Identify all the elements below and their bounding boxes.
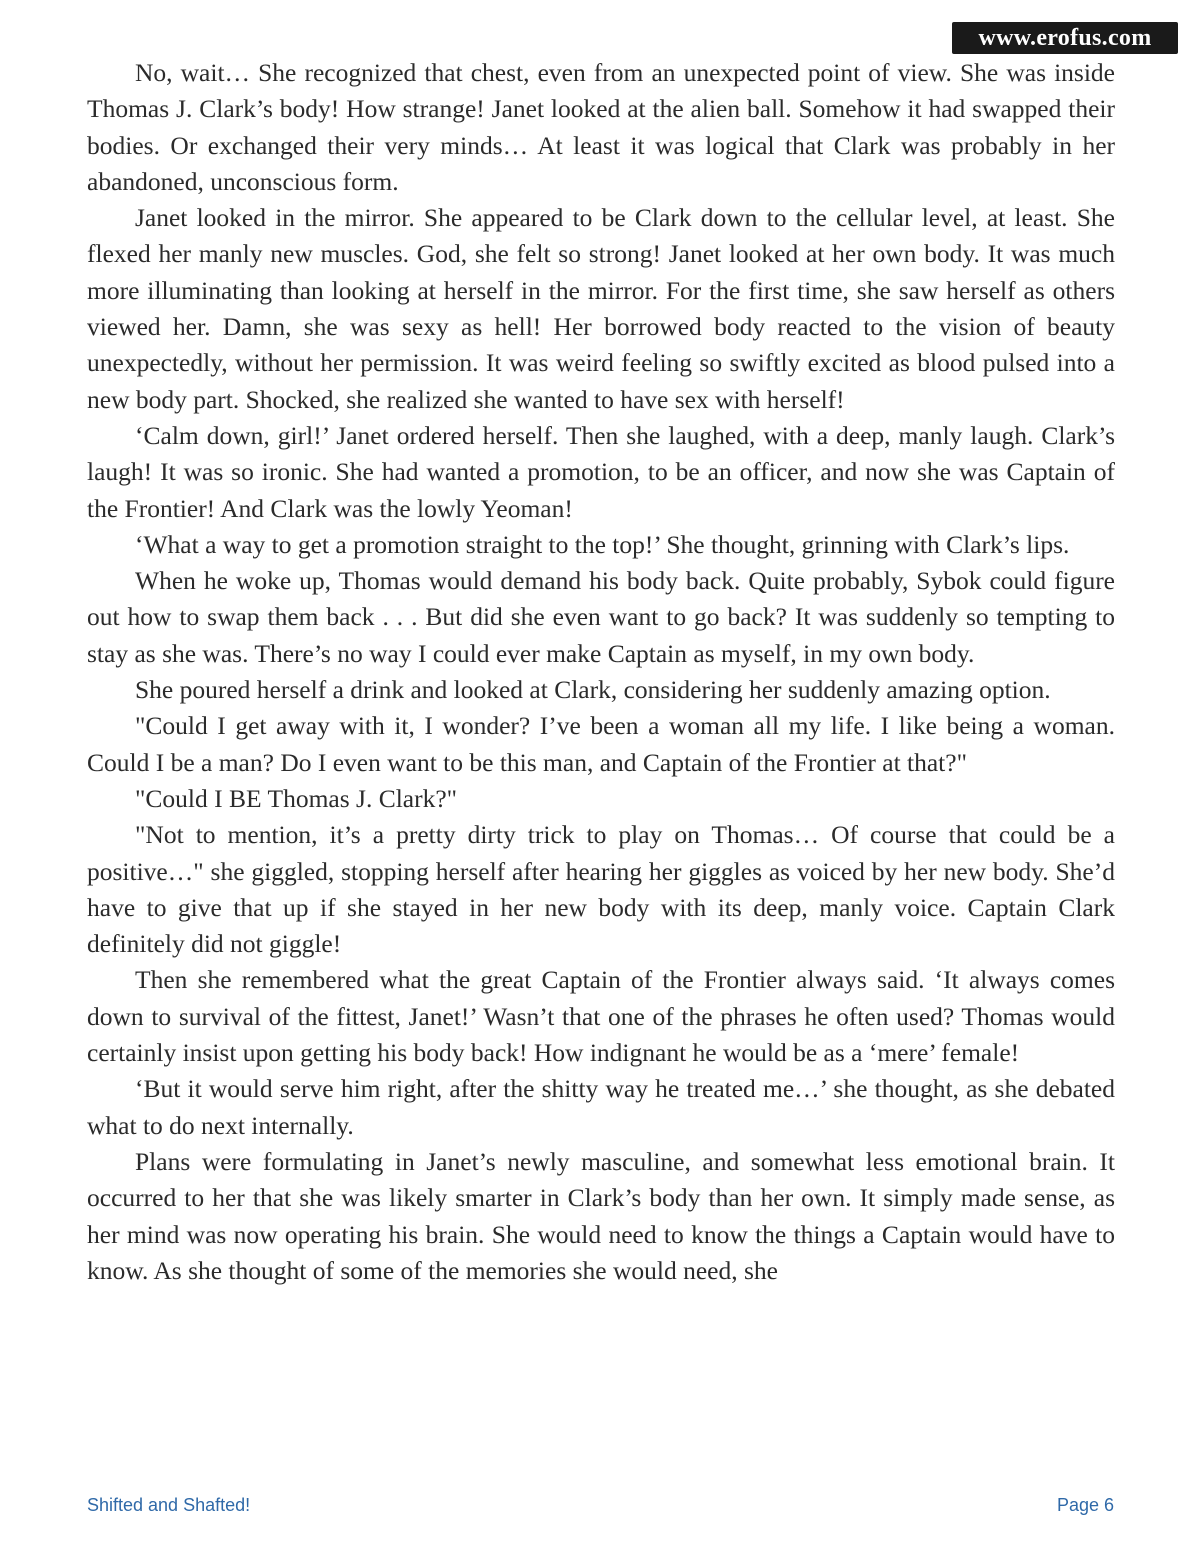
footer-page-number: Page 6 [1056, 1495, 1114, 1515]
paragraph: "Could I get away with it, I wonder? I’ve been a woman all my life. I like being a woman. Could I be a man? Do I even want to be this man, and Captain of the Frontier at that?" [87, 711, 1115, 777]
watermark: www.erofus.com [952, 22, 1178, 54]
paragraph: Plans were formulating in Janet’s newly masculine, and somewhat less emotional brain. It occurred to her that she was likely smarter in Clark’s body than her own. It simply made sense, as her mind was now operating his brain. She would need to know the things a Captain would have to know. As she thought of some of the memories she would need, she [87, 1146, 1115, 1285]
paragraph: ‘Calm down, girl!’ Janet ordered herself. Then she laughed, with a deep, manly laugh. Clark’s laugh! It was so ironic. She had wanted a promotion, to be an officer, and now she was Captain of the Frontier! And Clark was the lowly Yeoman! [87, 420, 1115, 523]
paragraph: When he woke up, Thomas would demand his body back. Quite probably, Sybok could figure out how to swap them back . . . But did she even want to go back? It was suddenly so tempting to stay as she was. There’s no way I could ever make Captain as myself, in my own body. [87, 566, 1115, 668]
paragraph: "Could I BE Thomas J. Clark?" [135, 783, 458, 813]
paragraph: ‘But it would serve him right, after the shitty way he treated me…’ she thought, as she debated what to do next internally. [87, 1074, 1115, 1140]
paragraph: ‘What a way to get a promotion straight to the top!’ She thought, grinning with Clark’s lips. [135, 529, 1070, 559]
paragraph: No, wait… She recognized that chest, even from an unexpected point of view. She was inside Thomas J. Clark’s body! How strange! Janet looked at the alien ball. Somehow it had swapped their bodies. Or exchanged their very minds… At least it was logical that Clark was probably in her abandoned, unconscious form. [87, 58, 1115, 196]
footer-book-title: Shifted and Shafted! [87, 1495, 251, 1515]
story-text [87, 55, 1115, 1289]
paragraph: She poured herself a drink and looked at Clark, considering her suddenly amazing option. [135, 675, 1051, 705]
paragraph: "Not to mention, it’s a pretty dirty trick to play on Thomas… Of course that could be a positive…" she giggled, stopping herself after hearing her giggles as voiced by her new body. She’d have to give that up if she stayed in her new body with its deep, manly voice. Captain Clark definitely did not giggle! [87, 820, 1115, 959]
paragraph: Then she remembered what the great Captain of the Frontier always said. ‘It always comes down to survival of the fittest, Janet!’ Wasn’t that one of the phrases he often used? Thomas would certainly insist upon getting his body back! How indignant he would be as a ‘mere’ female! [87, 965, 1115, 1068]
paragraph: Janet looked in the mirror. She appeared to be Clark down to the cellular level, at least. She flexed her manly new muscles. God, she felt so strong! Janet looked at her own body. It was much more illuminating than looking at herself in the mirror. For the first time, she saw herself as others viewed her. Damn, she was sexy as hell! Her borrowed body reacted to the vision of beauty unexpectedly, without her permission. It was weird feeling so swiftly excited as blood pulsed into a new body part. Shocked, she realized she wanted to have sex with herself! [87, 203, 1115, 414]
